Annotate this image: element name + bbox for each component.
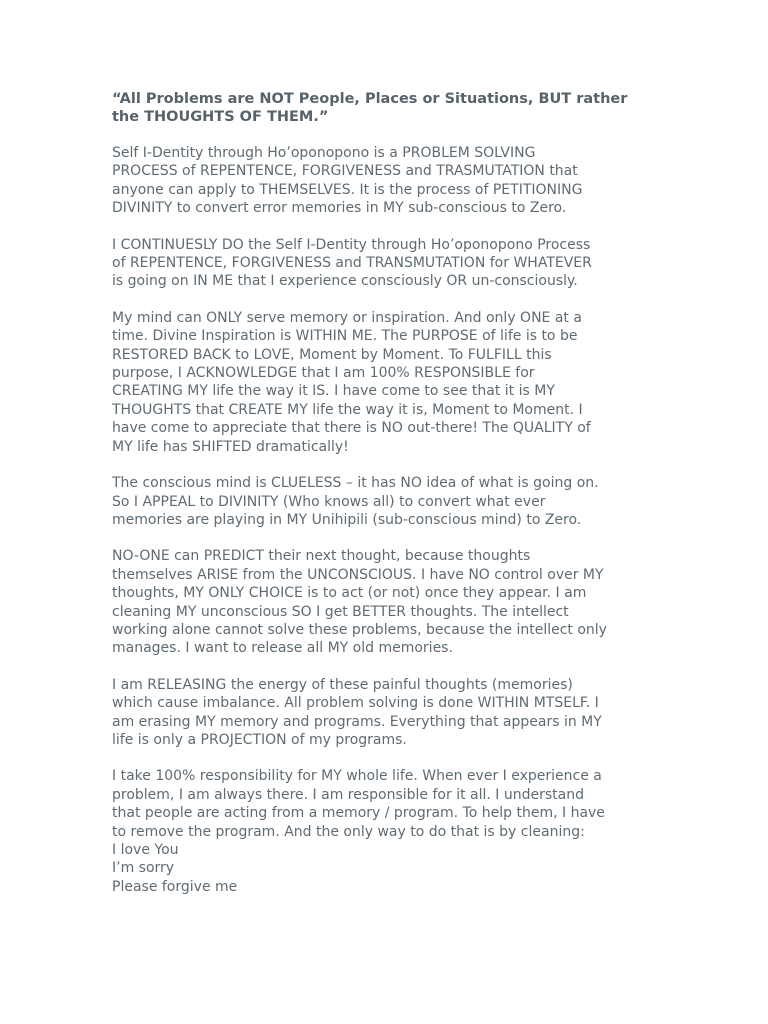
text-line: So I APPEAL to DIVINITY (Who knows all) to convert what ever [112, 493, 546, 510]
text-line: I take 100% responsibility for MY whole life. When ever I experience a [112, 768, 602, 785]
text-line: themselves ARISE from the UNCONSCIOUS. I have NO control over MY [112, 566, 604, 583]
text-line: life is only a PROJECTION of my programs. [112, 731, 407, 748]
paragraph-2 [112, 236, 652, 291]
text-line: Self I-Dentity through Ho’oponopono is a PROBLEM SOLVING [112, 145, 536, 161]
text-line: thoughts, MY ONLY CHOICE is to act (or not) once they appear. I am [112, 585, 587, 602]
paragraph-6 [112, 676, 652, 750]
text-line: which cause imbalance. All problem solving is done WITHIN MTSELF. I [112, 695, 599, 712]
text-line: MY life has SHIFTED dramatically! [112, 438, 349, 455]
text-line: to remove the program. And the only way to do that is by cleaning: [112, 823, 585, 840]
text-line: problem, I am always there. I am responsible for it all. I understand [112, 786, 584, 803]
paragraph-5 [112, 547, 652, 657]
text-line: My mind can ONLY serve memory or inspiration. And only ONE at a [112, 309, 582, 326]
text-line: RESTORED BACK to LOVE, Moment by Moment. To FULFILL this [112, 346, 552, 363]
text-line: DIVINITY to convert error memories in MY sub-conscious to Zero. [112, 200, 567, 217]
text-line: purpose, I ACKNOWLEDGE that I am 100% RESPONSIBLE for [112, 365, 535, 382]
text-line: manages. I want to release all MY old memories. [112, 640, 453, 657]
text-line: cleaning MY unconscious SO I get BETTER thoughts. The intellect [112, 603, 569, 620]
document-title [112, 90, 652, 126]
text-line: THOUGHTS that CREATE MY life the way it is, Moment to Moment. I [112, 401, 583, 418]
text-line: anyone can apply to THEMSELVES. It is the process of PETITIONING [112, 181, 583, 198]
text-line: time. Divine Inspiration is WITHIN ME. The PURPOSE of life is to be [112, 328, 578, 345]
mantra-line: Please forgive me [112, 878, 238, 895]
text-line: working alone cannot solve these problems, because the intellect only [112, 621, 607, 638]
text-line: is going on IN ME that I experience consciously OR un-consciously. [112, 273, 578, 290]
text-line: PROCESS of REPENTENCE, FORGIVENESS and TRASMUTATION that [112, 163, 578, 180]
text-line: am erasing MY memory and programs. Everything that appears in MY [112, 713, 602, 730]
closing-paragraph [112, 767, 652, 896]
text-line: of REPENTENCE, FORGIVENESS and TRANSMUTATION for WHATEVER [112, 255, 592, 272]
text-line: CREATING MY life the way it IS. I have come to see that it is MY [112, 383, 555, 400]
title-line: “All Problems are NOT People, Places or Situations, BUT rather [112, 91, 628, 107]
text-line: The conscious mind is CLUELESS – it has NO idea of what is going on. [112, 475, 599, 492]
mantra-line: I love You [112, 842, 179, 858]
text-line: I am RELEASING the energy of these painful thoughts (memories) [112, 676, 573, 693]
text-line: that people are acting from a memory / program. To help them, I have [112, 805, 605, 822]
paragraph-3 [112, 309, 652, 456]
paragraph-4 [112, 474, 652, 529]
text-line: have come to appreciate that there is NO out-there! The QUALITY of [112, 420, 591, 437]
text-line: NO-ONE can PREDICT their next thought, because thoughts [112, 548, 531, 565]
text-line: I CONTINUESLY DO the Self I-Dentity through Ho’oponopono Process [112, 236, 591, 253]
text-line: memories are playing in MY Unihipili (sub-conscious mind) to Zero. [112, 511, 582, 528]
mantra-line: I’m sorry [112, 860, 175, 877]
document-page [112, 90, 652, 896]
paragraph-1 [112, 144, 652, 218]
title-line: the THOUGHTS OF THEM.” [112, 109, 329, 125]
